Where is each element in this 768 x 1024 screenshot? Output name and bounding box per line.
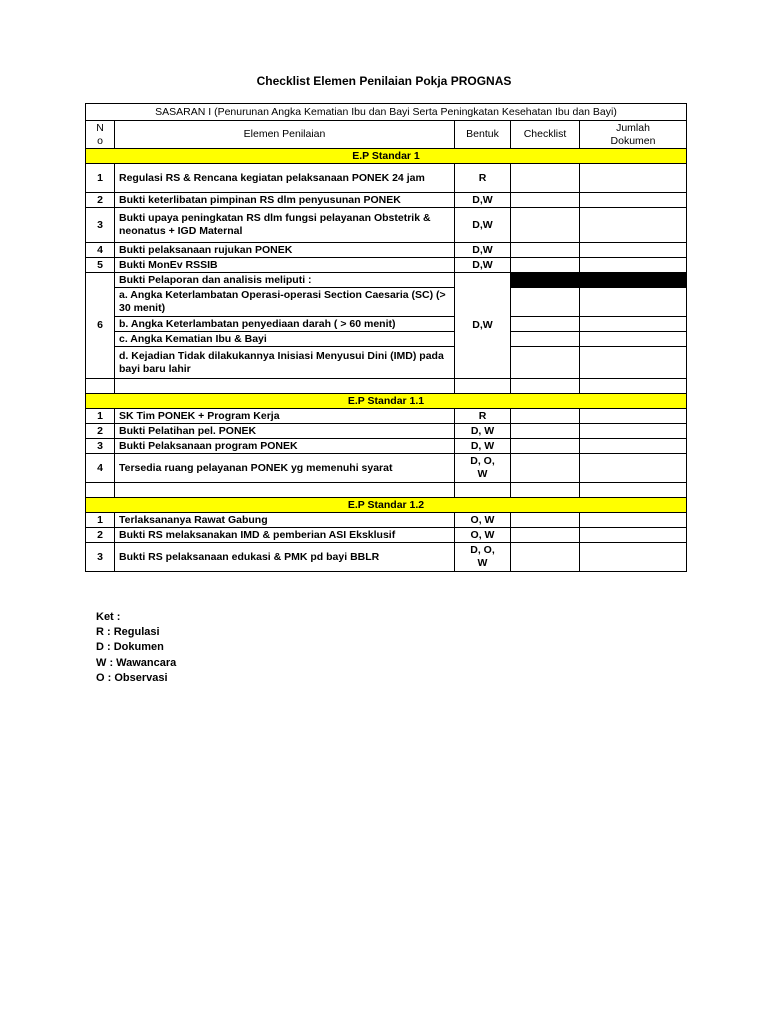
jumlah-cell[interactable] [580,243,687,258]
row-elemen-sub: b. Angka Keterlambatan penyediaan darah ( > 60 menit) [115,317,455,332]
empty-cell [86,483,115,498]
row-number: 2 [86,424,115,439]
jumlah-cell[interactable] [580,258,687,273]
row-bentuk: D, O, W [455,543,511,572]
row-number: 3 [86,208,115,243]
checklist-cell[interactable] [511,208,580,243]
empty-cell [511,379,580,394]
sasaran-row [86,104,687,121]
row-elemen-sub: a. Angka Keterlambatan Operasi-operasi Section Caesaria (SC) (> 30 menit) [115,288,455,317]
row-number: 3 [86,439,115,454]
header-no: N o [86,121,115,149]
section-label: E.P Standar 1.1 [86,394,687,409]
jumlah-cell[interactable] [580,317,687,332]
row-elemen: Bukti Pelaporan dan analisis meliputi : [115,273,455,288]
legend-item: D : Dokumen [96,641,164,654]
jumlah-cell[interactable] [580,424,687,439]
empty-row [86,379,687,394]
row-number: 1 [86,409,115,424]
row-bentuk: D, W [455,424,511,439]
row-elemen: Bukti Pelatihan pel. PONEK [115,424,455,439]
document-title: Checklist Elemen Penilaian Pokja PROGNAS [256,74,512,88]
empty-cell [580,379,687,394]
section-standar-1-2 [86,498,687,513]
row-elemen: Bukti Pelaksanaan program PONEK [115,439,455,454]
row-number: 2 [86,193,115,208]
checklist-cell[interactable] [511,543,580,572]
checklist-cell[interactable] [511,317,580,332]
checklist-cell[interactable] [511,258,580,273]
row-number: 3 [86,543,115,572]
table-row [86,454,687,483]
row-number: 2 [86,528,115,543]
table-row [86,528,687,543]
table-row [86,243,687,258]
sasaran-heading: SASARAN I (Penurunan Angka Kematian Ibu dan Bayi Serta Peningkatan Kesehatan Ibu dan Bayi) [86,104,687,121]
row-elemen: Tersedia ruang pelayanan PONEK yg memenuhi syarat [115,454,455,483]
checklist-cell[interactable] [511,193,580,208]
row-bentuk: O, W [455,528,511,543]
table-row [86,208,687,243]
checklist-cell[interactable] [511,409,580,424]
header-row [86,121,687,149]
row-bentuk: D,W [455,273,511,379]
table-row [86,288,687,317]
empty-cell [455,483,511,498]
empty-cell [580,483,687,498]
jumlah-cell[interactable] [580,208,687,243]
table-row [86,317,687,332]
row-number: 5 [86,258,115,273]
header-bentuk: Bentuk [455,121,511,149]
checklist-cell[interactable] [511,347,580,379]
jumlah-cell[interactable] [580,528,687,543]
legend-heading: Ket : [96,611,121,623]
jumlah-cell[interactable] [580,454,687,483]
legend-item: R : Regulasi [96,626,160,639]
checklist-cell[interactable] [511,439,580,454]
row-bentuk: D,W [455,208,511,243]
jumlah-cell[interactable] [580,543,687,572]
jumlah-cell[interactable] [580,288,687,317]
checklist-cell[interactable] [511,332,580,347]
jumlah-cell[interactable] [580,332,687,347]
jumlah-cell[interactable] [580,409,687,424]
row-elemen: Bukti RS melaksanakan IMD & pemberian ASI Eksklusif [115,528,455,543]
table-row [86,409,687,424]
row-bentuk: D,W [455,243,511,258]
header-jumlah-dokumen: Jumlah Dokumen [580,121,687,149]
row-bentuk: O, W [455,513,511,528]
checklist-table [85,103,687,572]
row-elemen: Bukti RS pelaksanaan edukasi & PMK pd bayi BBLR [115,543,455,572]
checklist-cell[interactable] [511,528,580,543]
empty-cell [511,483,580,498]
table-row [86,193,687,208]
jumlah-cell-blacked [580,273,687,288]
empty-cell [86,379,115,394]
row-elemen: Bukti pelaksanaan rujukan PONEK [115,243,455,258]
table-row [86,164,687,193]
section-standar-1-1 [86,394,687,409]
table-row [86,424,687,439]
empty-cell [455,379,511,394]
header-elemen: Elemen Penilaian [115,121,455,149]
row-elemen: Bukti keterlibatan pimpinan RS dlm penyusunan PONEK [115,193,455,208]
empty-cell [115,379,455,394]
row-elemen: Bukti upaya peningkatan RS dlm fungsi pelayanan Obstetrik & neonatus + IGD Maternal [115,208,455,243]
header-checklist: Checklist [511,121,580,149]
legend-block [96,610,176,686]
checklist-cell[interactable] [511,454,580,483]
table-row [86,543,687,572]
row-number: 6 [86,273,115,379]
checklist-cell[interactable] [511,513,580,528]
row-bentuk: R [455,164,511,193]
jumlah-cell[interactable] [580,164,687,193]
row-bentuk: D,W [455,193,511,208]
checklist-cell-blacked [511,273,580,288]
checklist-cell[interactable] [511,424,580,439]
table-row [86,439,687,454]
row-bentuk: D, W [455,439,511,454]
row-number: 1 [86,164,115,193]
checklist-cell[interactable] [511,164,580,193]
table-row [86,332,687,347]
jumlah-cell[interactable] [580,439,687,454]
legend-item: O : Observasi [96,671,168,684]
table-row [86,347,687,379]
row-elemen-sub: d. Kejadian Tidak dilakukannya Inisiasi Menyusui Dini (IMD) pada bayi baru lahir [115,347,455,379]
row-bentuk: R [455,409,511,424]
row-bentuk: D,W [455,258,511,273]
checklist-cell[interactable] [511,243,580,258]
row-elemen: Bukti MonEv RSSIB [115,258,455,273]
row-elemen-sub: c. Angka Kematian Ibu & Bayi [115,332,455,347]
jumlah-cell[interactable] [580,513,687,528]
empty-cell [115,483,455,498]
row-bentuk: D, O, W [455,454,511,483]
checklist-cell[interactable] [511,288,580,317]
row-elemen: Terlaksananya Rawat Gabung [115,513,455,528]
row-number: 4 [86,454,115,483]
section-label: E.P Standar 1 [86,149,687,164]
jumlah-cell[interactable] [580,193,687,208]
row-number: 4 [86,243,115,258]
row-elemen: Regulasi RS & Rencana kegiatan pelaksanaan PONEK 24 jam [115,164,455,193]
section-label: E.P Standar 1.2 [86,498,687,513]
row-number: 1 [86,513,115,528]
jumlah-cell[interactable] [580,347,687,379]
legend-item: W : Wawancara [96,656,177,669]
empty-row [86,483,687,498]
table-row [86,273,687,288]
section-standar-1 [86,149,687,164]
table-row [86,513,687,528]
row-elemen: SK Tim PONEK + Program Kerja [115,409,455,424]
table-row [86,258,687,273]
